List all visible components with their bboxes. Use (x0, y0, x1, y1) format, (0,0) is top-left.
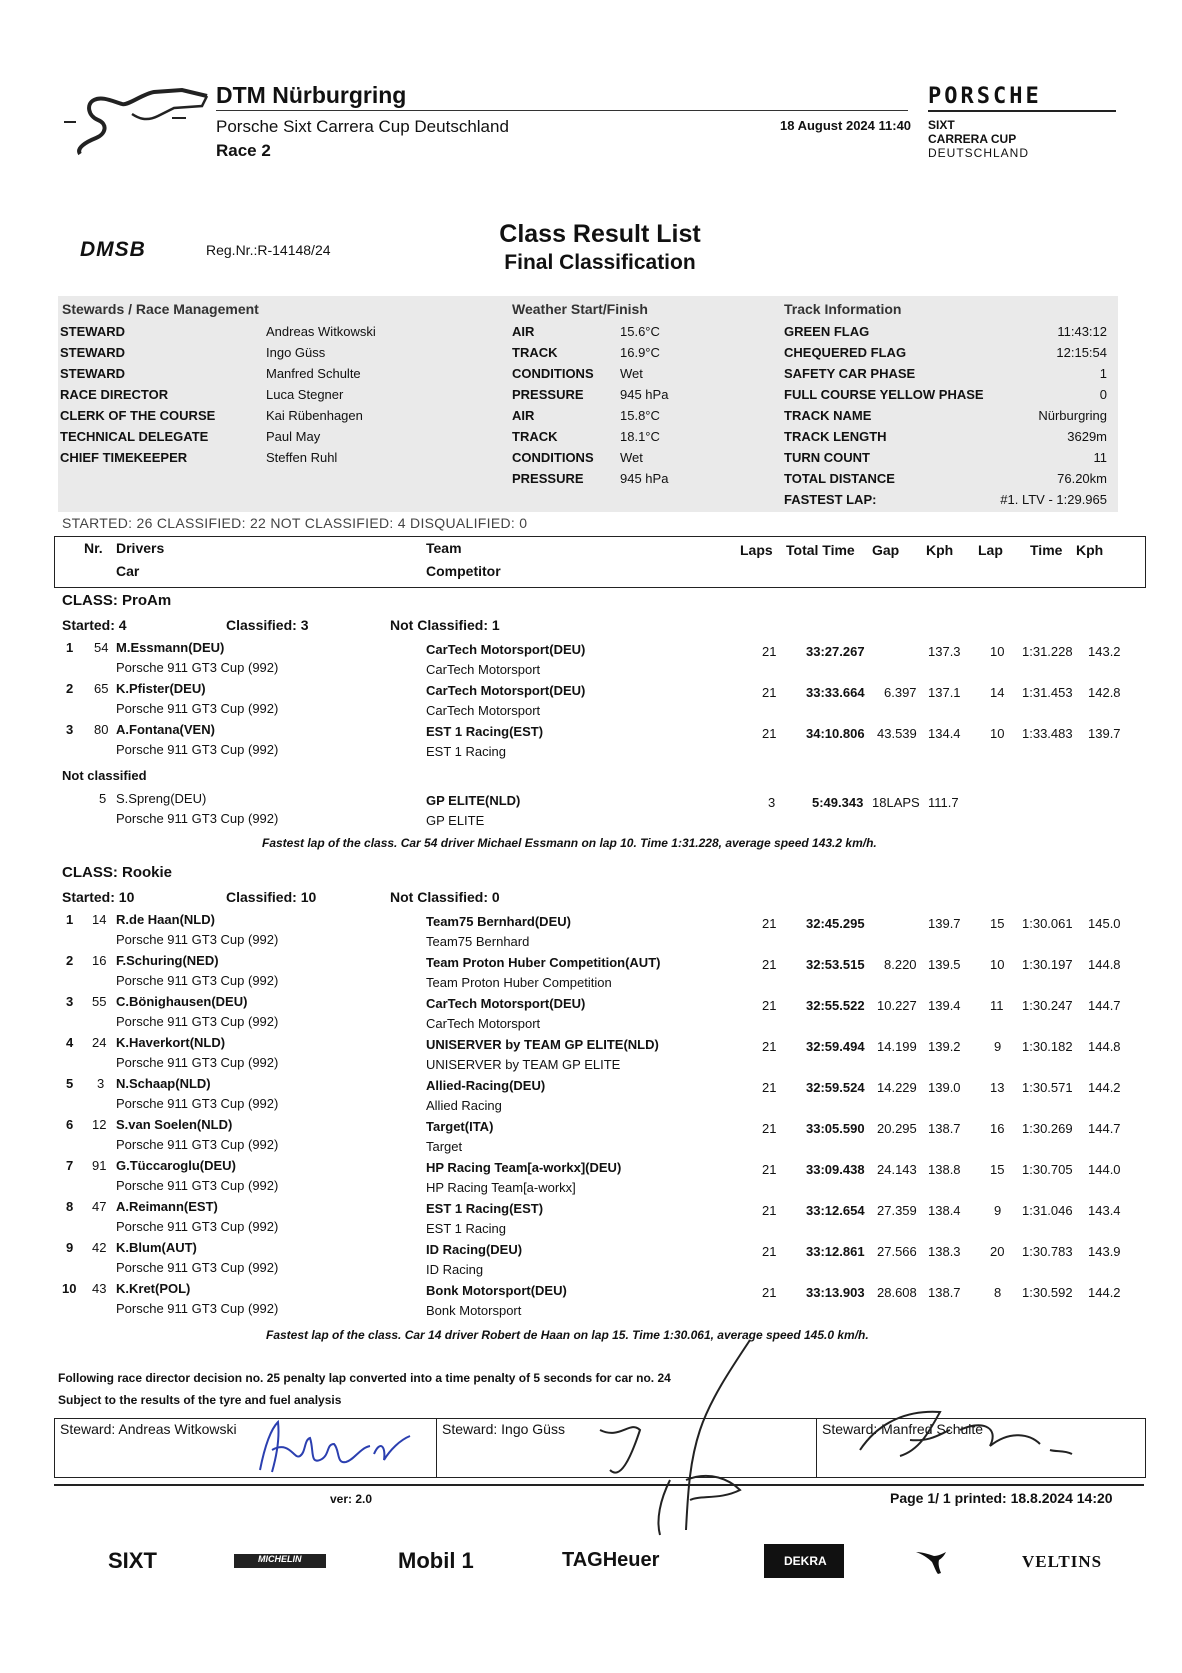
weather-label: TRACK (512, 429, 558, 444)
footer-rule (54, 1484, 1144, 1486)
steward-signature-label: Steward: Ingo Güss (442, 1421, 565, 1437)
subject-to-analysis: Subject to the results of the tyre and fuel analysis (58, 1393, 342, 1407)
weather-label: AIR (512, 324, 535, 339)
result-pos: 5 (66, 1076, 74, 1091)
result-competitor: CarTech Motorsport (426, 1016, 541, 1031)
result-driver: K.Haverkort(NLD) (116, 1035, 226, 1050)
result-best-time: 1:30.269 (1022, 1121, 1073, 1136)
result-gap: 27.566 (877, 1244, 917, 1259)
result-team: CarTech Motorsport(DEU) (426, 683, 586, 698)
sponsor-sixt: SIXT (108, 1548, 157, 1573)
track-label: SAFETY CAR PHASE (784, 366, 916, 381)
result-team: Team75 Bernhard(DEU) (426, 914, 571, 929)
result-laps: 21 (762, 1039, 777, 1054)
result-best-kph: 143.9 (1088, 1244, 1121, 1259)
result-best-lap: 15 (990, 1162, 1005, 1177)
race-datetime: 18 August 2024 11:40 (780, 118, 912, 133)
result-nr: 65 (94, 681, 109, 696)
class-not-classified: Not Classified: 1 (390, 617, 500, 633)
cup-brand-line2: CARRERA CUP (928, 132, 1017, 146)
result-nr: 43 (92, 1281, 107, 1296)
clerk-name: Kai Rübenhagen (266, 408, 363, 423)
result-gap: 8.220 (884, 957, 917, 972)
result-competitor: ID Racing (426, 1262, 484, 1277)
result-total-time: 32:55.522 (806, 998, 865, 1013)
class-title: CLASS: Rookie (62, 864, 173, 881)
track-value: 11:43:12 (1057, 324, 1107, 339)
weather-value: 16.9°C (620, 345, 660, 360)
result-best-lap: 20 (990, 1244, 1005, 1259)
track-value: 0 (1099, 387, 1107, 402)
col-laps: Laps (740, 542, 773, 558)
result-laps: 21 (762, 998, 777, 1013)
result-laps: 21 (762, 1203, 777, 1218)
result-best-kph: 143.4 (1088, 1203, 1121, 1218)
result-competitor: Target (426, 1139, 463, 1154)
track-value: 12:15:54 (1056, 345, 1107, 360)
result-best-kph: 144.7 (1088, 998, 1121, 1013)
result-best-time: 1:30.061 (1022, 916, 1073, 931)
result-car: Porsche 911 GT3 Cup (992) (116, 1301, 279, 1316)
clerk-role: CLERK OF THE COURSE (60, 408, 216, 423)
col-lap: Lap (978, 542, 1003, 558)
result-gap: 24.143 (877, 1162, 917, 1177)
col-competitor: Competitor (426, 563, 501, 579)
result-car: Porsche 911 GT3 Cup (992) (116, 1260, 279, 1275)
weather-label: PRESSURE (512, 471, 584, 486)
result-car: Porsche 911 GT3 Cup (992) (116, 742, 279, 757)
result-total-time: 5:49.343 (812, 795, 864, 810)
result-best-time: 1:31.228 (1022, 644, 1073, 659)
result-team: UNISERVER by TEAM GP ELITE(NLD) (426, 1037, 659, 1052)
result-laps: 21 (762, 1080, 777, 1095)
result-gap: 20.295 (877, 1121, 917, 1136)
weather-label: CONDITIONS (512, 450, 594, 465)
result-team: HP Racing Team[a-workx](DEU) (426, 1160, 622, 1175)
track-label: CHEQUERED FLAG (784, 345, 907, 360)
result-laps: 21 (762, 1285, 777, 1300)
result-kph: 134.4 (928, 726, 961, 741)
steward-signature-label: Steward: Andreas Witkowski (60, 1421, 237, 1437)
track-heading: Track Information (784, 301, 902, 317)
result-total-time: 33:13.903 (806, 1285, 865, 1300)
track-value: Nürburgring (1038, 408, 1107, 423)
result-kph: 139.0 (928, 1080, 961, 1095)
result-best-kph: 139.7 (1088, 726, 1121, 741)
weather-value: Wet (620, 366, 643, 381)
result-laps: 21 (762, 726, 777, 741)
result-car: Porsche 911 GT3 Cup (992) (116, 1055, 279, 1070)
result-total-time: 33:12.861 (806, 1244, 865, 1259)
result-pos: 3 (66, 994, 74, 1009)
steward-signature-label: Steward: Manfred Schulte (822, 1421, 984, 1437)
result-team: Team Proton Huber Competition(AUT) (426, 955, 661, 970)
signature-witkowski (250, 1410, 420, 1480)
col-kph2: Kph (1076, 542, 1104, 558)
result-driver: R.de Haan(NLD) (116, 912, 215, 927)
result-kph: 137.3 (928, 644, 961, 659)
chief-timekeeper-name: Steffen Ruhl (266, 450, 338, 465)
race-director-name: Luca Stegner (266, 387, 344, 402)
result-competitor: UNISERVER by TEAM GP ELITE (426, 1057, 621, 1072)
col-team: Team (426, 540, 462, 556)
result-pos: 7 (66, 1158, 74, 1173)
track-value: 11 (1093, 450, 1107, 465)
class-not-classified: Not Classified: 0 (390, 889, 500, 905)
steward-name: Andreas Witkowski (266, 324, 376, 339)
sponsor-puma-logo (914, 1546, 948, 1576)
result-best-lap: 8 (994, 1285, 1002, 1300)
steward-role: STEWARD (60, 366, 125, 381)
result-kph: 139.5 (928, 957, 961, 972)
result-laps: 21 (762, 685, 777, 700)
result-best-time: 1:30.783 (1022, 1244, 1073, 1259)
result-total-time: 32:45.295 (806, 916, 865, 931)
race-director-decision: Following race director decision no. 25 penalty lap converted into a time penalty of 5 seconds for car no. 24 (58, 1371, 671, 1385)
result-best-kph: 144.8 (1088, 1039, 1121, 1054)
sponsor-tagheuer: TAGHeuer (562, 1549, 660, 1571)
series-name: Porsche Sixt Carrera Cup Deutschland (216, 117, 509, 136)
sponsor-veltins: VELTINS (1022, 1552, 1103, 1571)
result-best-lap: 9 (994, 1039, 1002, 1054)
result-nr: 55 (92, 994, 107, 1009)
result-team: EST 1 Racing(EST) (426, 724, 544, 739)
result-gap: 14.229 (877, 1080, 917, 1095)
result-nr: 16 (92, 953, 107, 968)
header-rule (216, 110, 908, 111)
result-competitor: GP ELITE (426, 813, 485, 828)
result-driver: G.Tüccaroglu(DEU) (116, 1158, 236, 1173)
result-car: Porsche 911 GT3 Cup (992) (116, 932, 279, 947)
result-pos: 4 (66, 1035, 74, 1050)
result-driver: K.Kret(POL) (116, 1281, 191, 1296)
result-best-kph: 142.8 (1088, 685, 1121, 700)
result-competitor: EST 1 Racing (426, 744, 506, 759)
result-pos: 2 (66, 953, 74, 968)
result-total-time: 32:59.524 (806, 1080, 865, 1095)
result-best-kph: 144.0 (1088, 1162, 1121, 1177)
result-total-time: 32:59.494 (806, 1039, 865, 1054)
result-best-lap: 11 (990, 998, 1004, 1013)
result-gap: 28.608 (877, 1285, 917, 1300)
result-best-lap: 9 (994, 1203, 1002, 1218)
result-best-lap: 15 (990, 916, 1005, 931)
result-gap: 14.199 (877, 1039, 917, 1054)
result-best-time: 1:31.046 (1022, 1203, 1073, 1218)
result-kph: 138.8 (928, 1162, 961, 1177)
weather-value: 15.8°C (620, 408, 660, 423)
steward-name: Ingo Güss (266, 345, 326, 360)
col-car: Car (116, 563, 140, 579)
result-best-kph: 145.0 (1088, 916, 1121, 931)
not-classified-label: Not classified (62, 768, 147, 783)
class-classified: Classified: 3 (226, 617, 309, 633)
result-best-time: 1:33.483 (1022, 726, 1073, 741)
result-best-time: 1:30.571 (1022, 1080, 1073, 1095)
result-best-lap: 16 (990, 1121, 1005, 1136)
document-subtitle: Final Classification (504, 251, 696, 274)
result-best-lap: 10 (990, 644, 1005, 659)
result-pos: 6 (66, 1117, 74, 1132)
document-title: Class Result List (499, 220, 701, 248)
result-competitor: Allied Racing (426, 1098, 502, 1113)
signature-divider (436, 1418, 437, 1478)
result-total-time: 34:10.806 (806, 726, 865, 741)
result-laps: 3 (768, 795, 776, 810)
track-label: FULL COURSE YELLOW PHASE (784, 387, 984, 402)
result-total-time: 33:33.664 (806, 685, 865, 700)
weather-label: PRESSURE (512, 387, 584, 402)
dmsb-logo: DMSB (80, 238, 146, 261)
signature-schulte (840, 1390, 1080, 1470)
col-drivers: Drivers (116, 540, 165, 556)
weather-value: Wet (620, 450, 643, 465)
result-team: Target(ITA) (426, 1119, 494, 1134)
steward-role: STEWARD (60, 324, 125, 339)
result-team: CarTech Motorsport(DEU) (426, 996, 586, 1011)
track-layout-logo (62, 82, 212, 162)
fastest-lap-label: FASTEST LAP: (784, 492, 877, 507)
result-best-lap: 10 (990, 726, 1005, 741)
result-laps: 21 (762, 957, 777, 972)
result-nr: 3 (97, 1076, 105, 1091)
class-fastest-lap-note: Fastest lap of the class. Car 54 driver Michael Essmann on lap 10. Time 1:31.228, average speed 143.2 km/h. (262, 836, 877, 850)
col-time: Time (1030, 542, 1063, 558)
result-nr: 91 (92, 1158, 107, 1173)
weather-label: TRACK (512, 345, 558, 360)
result-competitor: CarTech Motorsport (426, 662, 541, 677)
result-laps: 21 (762, 1162, 777, 1177)
result-car: Porsche 911 GT3 Cup (992) (116, 1096, 279, 1111)
result-pos: 2 (66, 681, 74, 696)
result-best-kph: 144.2 (1088, 1285, 1121, 1300)
result-laps: 21 (762, 644, 777, 659)
result-pos: 9 (66, 1240, 74, 1255)
fastest-lap-value: #1. LTV - 1:29.965 (1000, 492, 1107, 507)
result-team: Bonk Motorsport(DEU) (426, 1283, 567, 1298)
result-car: Porsche 911 GT3 Cup (992) (116, 660, 279, 675)
signature-divider (816, 1418, 817, 1478)
result-best-lap: 14 (990, 685, 1005, 700)
result-best-time: 1:31.453 (1022, 685, 1073, 700)
result-team: EST 1 Racing(EST) (426, 1201, 544, 1216)
result-competitor: Bonk Motorsport (426, 1303, 522, 1318)
result-laps: 21 (762, 1244, 777, 1259)
track-value: 76.20km (1057, 471, 1107, 486)
track-label: TRACK LENGTH (784, 429, 887, 444)
result-car: Porsche 911 GT3 Cup (992) (116, 811, 279, 826)
result-total-time: 33:05.590 (806, 1121, 865, 1136)
track-value: 1 (1099, 366, 1107, 381)
result-best-time: 1:30.197 (1022, 957, 1073, 972)
result-total-time: 33:12.654 (806, 1203, 865, 1218)
result-car: Porsche 911 GT3 Cup (992) (116, 1219, 279, 1234)
classification-summary: STARTED: 26 CLASSIFIED: 22 NOT CLASSIFIED: 4 DISQUALIFIED: 0 (62, 515, 528, 531)
result-nr: 24 (92, 1035, 107, 1050)
result-team: CarTech Motorsport(DEU) (426, 642, 586, 657)
result-team: ID Racing(DEU) (426, 1242, 523, 1257)
result-driver: K.Pfister(DEU) (116, 681, 206, 696)
steward-role: STEWARD (60, 345, 125, 360)
class-started: Started: 4 (62, 617, 127, 633)
col-total-time: Total Time (786, 542, 855, 558)
result-kph: 138.3 (928, 1244, 961, 1259)
result-car: Porsche 911 GT3 Cup (992) (116, 973, 279, 988)
porsche-logo: PORSCHE (928, 84, 1042, 109)
track-label: TOTAL DISTANCE (784, 471, 895, 486)
cup-brand-line1: SIXT (928, 118, 955, 132)
steward-name: Manfred Schulte (266, 366, 361, 381)
result-total-time: 33:27.267 (806, 644, 865, 659)
race-info-panel (58, 296, 1118, 512)
result-driver: C.Bönighausen(DEU) (116, 994, 248, 1009)
weather-label: CONDITIONS (512, 366, 594, 381)
result-team: GP ELITE(NLD) (426, 793, 521, 808)
result-best-time: 1:30.592 (1022, 1285, 1073, 1300)
weather-heading: Weather Start/Finish (512, 301, 648, 317)
result-best-kph: 144.7 (1088, 1121, 1121, 1136)
class-classified: Classified: 10 (226, 889, 317, 905)
result-driver: K.Blum(AUT) (116, 1240, 197, 1255)
sponsor-mobil1: Mobil 1 (398, 1548, 474, 1573)
sponsor-michelin-text: MICHELIN (258, 1554, 302, 1564)
result-best-kph: 144.2 (1088, 1080, 1121, 1095)
col-kph: Kph (926, 542, 954, 558)
technical-delegate-role: TECHNICAL DELEGATE (60, 429, 209, 444)
result-pos: 10 (62, 1281, 77, 1296)
result-kph: 138.4 (928, 1203, 961, 1218)
result-pos: 8 (66, 1199, 74, 1214)
result-best-lap: 10 (990, 957, 1005, 972)
result-total-time: 32:53.515 (806, 957, 865, 972)
result-best-lap: 13 (990, 1080, 1005, 1095)
result-kph: 139.7 (928, 916, 961, 931)
result-competitor: Team75 Bernhard (426, 934, 530, 949)
porsche-logo-rule (928, 110, 1116, 112)
class-title: CLASS: ProAm (62, 592, 172, 609)
result-best-time: 1:30.247 (1022, 998, 1073, 1013)
result-total-time: 33:09.438 (806, 1162, 865, 1177)
weather-value: 945 hPa (620, 387, 669, 402)
result-nr: 12 (92, 1117, 107, 1132)
result-competitor: CarTech Motorsport (426, 703, 541, 718)
result-nr: 42 (92, 1240, 107, 1255)
result-team: Allied-Racing(DEU) (426, 1078, 546, 1093)
registration-number: Reg.Nr.:R-14148/24 (206, 242, 331, 258)
col-nr: Nr. (84, 540, 103, 556)
track-label: TRACK NAME (784, 408, 872, 423)
result-best-time: 1:30.705 (1022, 1162, 1073, 1177)
result-car: Porsche 911 GT3 Cup (992) (116, 1137, 279, 1152)
result-competitor: EST 1 Racing (426, 1221, 506, 1236)
class-started: Started: 10 (62, 889, 135, 905)
result-competitor: Team Proton Huber Competition (426, 975, 612, 990)
race-director-role: RACE DIRECTOR (60, 387, 169, 402)
result-nr: 14 (92, 912, 107, 927)
result-kph: 139.4 (928, 998, 961, 1013)
result-laps: 21 (762, 916, 777, 931)
result-gap: 6.397 (884, 685, 917, 700)
sponsor-dekra-text: DEKRA (784, 1554, 827, 1568)
result-kph: 137.1 (928, 685, 961, 700)
race-name: Race 2 (216, 141, 271, 160)
result-driver: A.Fontana(VEN) (116, 722, 215, 737)
result-pos: 1 (66, 912, 74, 927)
result-gap: 18LAPS (872, 795, 920, 810)
col-gap: Gap (872, 542, 900, 558)
result-car: Porsche 911 GT3 Cup (992) (116, 1014, 279, 1029)
result-best-time: 1:30.182 (1022, 1039, 1073, 1054)
result-car: Porsche 911 GT3 Cup (992) (116, 1178, 279, 1193)
result-pos: 3 (66, 722, 74, 737)
track-label: GREEN FLAG (784, 324, 870, 339)
event-title: DTM Nürburgring (216, 82, 407, 108)
weather-label: AIR (512, 408, 535, 423)
result-driver: A.Reimann(EST) (116, 1199, 218, 1214)
result-driver: S.Spreng(DEU) (116, 791, 207, 806)
result-competitor: HP Racing Team[a-workx] (426, 1180, 576, 1195)
result-driver: F.Schuring(NED) (116, 953, 219, 968)
weather-value: 945 hPa (620, 471, 669, 486)
class-fastest-lap-note: Fastest lap of the class. Car 14 driver Robert de Haan on lap 15. Time 1:30.061, average speed 145.0 km/h. (266, 1328, 869, 1342)
signature-guess (560, 1330, 780, 1550)
result-gap: 27.359 (877, 1203, 917, 1218)
result-nr: 5 (99, 791, 107, 806)
track-label: TURN COUNT (784, 450, 870, 465)
result-nr: 54 (94, 640, 109, 655)
version-label: ver: 2.0 (330, 1492, 373, 1506)
result-best-kph: 144.8 (1088, 957, 1121, 972)
result-kph: 111.7 (928, 795, 959, 810)
result-kph: 138.7 (928, 1121, 961, 1136)
result-best-kph: 143.2 (1088, 644, 1121, 659)
result-laps: 21 (762, 1121, 777, 1136)
result-car: Porsche 911 GT3 Cup (992) (116, 701, 279, 716)
track-value: 3629m (1067, 429, 1107, 444)
result-driver: N.Schaap(NLD) (116, 1076, 211, 1091)
weather-value: 15.6°C (620, 324, 660, 339)
result-gap: 10.227 (877, 998, 917, 1013)
result-nr: 80 (94, 722, 109, 737)
page-printed: Page 1/ 1 printed: 18.8.2024 14:20 (890, 1490, 1113, 1506)
result-driver: S.van Soelen(NLD) (116, 1117, 233, 1132)
cup-brand-line3: DEUTSCHLAND (928, 146, 1030, 160)
result-nr: 47 (92, 1199, 107, 1214)
chief-timekeeper-role: CHIEF TIMEKEEPER (60, 450, 188, 465)
weather-value: 18.1°C (620, 429, 660, 444)
technical-delegate-name: Paul May (266, 429, 321, 444)
result-gap: 43.539 (877, 726, 917, 741)
stewards-heading: Stewards / Race Management (62, 301, 259, 317)
result-pos: 1 (66, 640, 74, 655)
result-kph: 139.2 (928, 1039, 961, 1054)
result-driver: M.Essmann(DEU) (116, 640, 225, 655)
result-kph: 138.7 (928, 1285, 961, 1300)
